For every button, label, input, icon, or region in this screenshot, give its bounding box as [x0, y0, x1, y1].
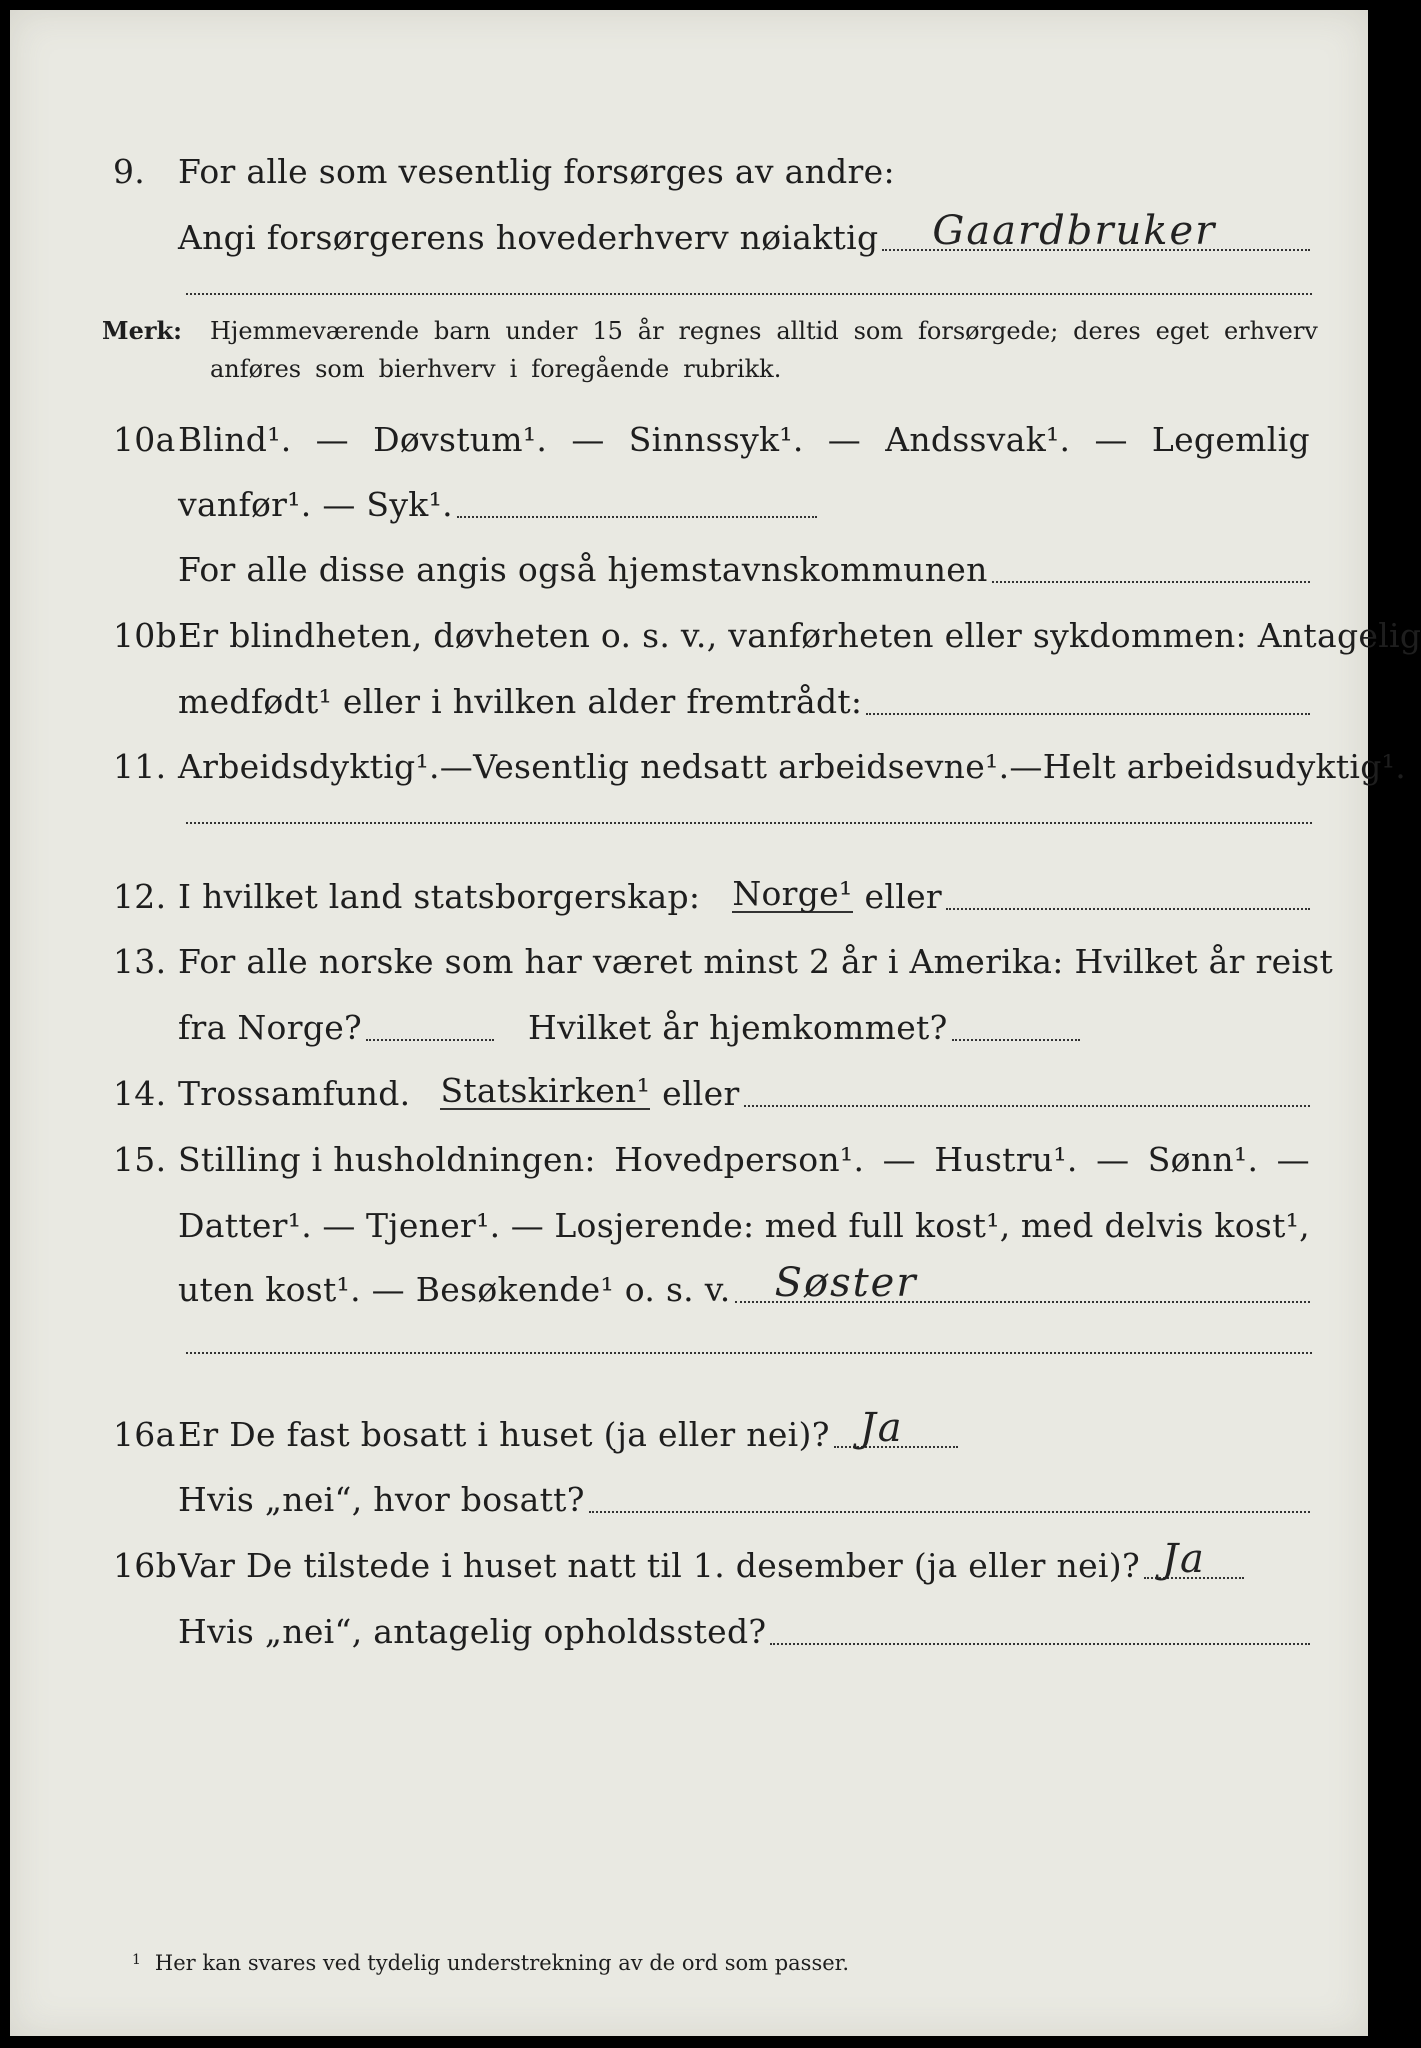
option-text: med delvis kost¹, [1020, 1206, 1310, 1245]
answer-field[interactable] [589, 1511, 1310, 1513]
handwritten-answer: Ja [1161, 1536, 1206, 1582]
answer-field[interactable] [992, 581, 1310, 583]
question-11-line1 [10, 737, 1406, 787]
note-word: Hjemmeværende [210, 317, 420, 345]
note-word: anføres [210, 355, 302, 383]
note-word: eget [1155, 317, 1210, 345]
question-15-line1 [10, 1130, 1368, 1180]
note-word: 15 [592, 317, 623, 345]
note-word: som [315, 355, 365, 383]
note-word: regnes [678, 317, 762, 345]
option-text: — [1276, 1140, 1310, 1179]
note-word: rubrikk. [683, 355, 782, 383]
note-label: Merk: [102, 316, 182, 345]
question-number: 14. [113, 1074, 167, 1113]
note-line-1 [210, 312, 1318, 350]
option-text: Arbeidsdyktig¹. [178, 747, 440, 786]
question-label: fra Norge? [178, 1008, 363, 1047]
question-text: For alle som vesentlig forsørges av andre: [178, 152, 895, 191]
question-12-line1 [10, 867, 1368, 917]
option-text: — [322, 1206, 356, 1245]
option-text: — [439, 747, 474, 786]
note-line-2 [210, 350, 1318, 388]
question-label: Hvis „nei“, hvor bosatt? [178, 1480, 585, 1519]
question-13-line1 [10, 932, 1368, 982]
note-word: som [853, 317, 904, 345]
note-word: under [505, 317, 578, 345]
question-14-line1 [10, 1064, 1368, 1114]
question-options [178, 420, 1310, 459]
option-text: Tjener¹. [365, 1206, 501, 1245]
handwritten-answer: Søster [774, 1260, 918, 1306]
option-text: Sønn¹. [1147, 1140, 1259, 1179]
question-text: For alle norske som har været minst 2 år i Amerika: Hvilket år reist [178, 942, 1334, 981]
option-text: — [571, 420, 605, 459]
question-number: 9. [113, 152, 146, 191]
census-form-page [10, 10, 1421, 2036]
option-text: — [882, 1140, 916, 1179]
option-text: — [1094, 420, 1128, 459]
option-text: Datter¹. [178, 1206, 313, 1245]
option-suffix: eller [662, 1074, 740, 1113]
option-text: Vesentlig nedsatt arbeidsevne¹. [473, 747, 1010, 786]
answer-field[interactable] [735, 1260, 1310, 1306]
question-15-line3 [10, 1260, 1368, 1310]
option-text: Hovedperson¹. [614, 1140, 865, 1179]
question-label: Hvis „nei“, antagelig opholdssted? [178, 1612, 767, 1651]
note-word: erhverv [1223, 317, 1318, 345]
question-number: 12. [113, 877, 167, 916]
answer-field[interactable] [744, 1105, 1310, 1107]
note-word: forsørgede; [918, 317, 1059, 345]
selected-option: Statskirken¹ [440, 1071, 651, 1110]
question-options [178, 1206, 1310, 1245]
option-text: — [510, 1206, 545, 1245]
question-15-line2 [10, 1196, 1368, 1246]
note-word: alltid [776, 317, 839, 345]
question-label: Var De tilstede i huset natt til 1. desember (ja eller nei)? [178, 1546, 1140, 1585]
question-label: uten kost¹. — Besøkende¹ o. s. v. [178, 1270, 731, 1309]
question-number: 11. [113, 747, 167, 786]
option-text: — [1096, 1140, 1130, 1179]
question-9-line1 [10, 142, 1368, 192]
question-label: Angi forsørgerens hovederhverv nøiaktig [178, 218, 879, 257]
question-number: 13. [113, 942, 167, 981]
question-10a-line2 [10, 475, 1368, 525]
selected-option: Norge¹ [732, 874, 853, 913]
answer-field[interactable] [366, 1039, 494, 1041]
footnote [132, 1951, 849, 1975]
question-label: Er De fast bosatt i huset (ja eller nei)? [178, 1415, 830, 1454]
option-text: Losjerende: [554, 1206, 755, 1245]
question-10a-line3 [10, 540, 1368, 590]
question-number: 10b [113, 616, 178, 655]
option-text: Døvstum¹. [373, 420, 548, 459]
question-options [178, 747, 1406, 786]
dotted-answer-line[interactable] [186, 293, 1312, 295]
question-label: For alle disse angis også hjemstavnskommunen [178, 550, 988, 589]
question-number: 16a [113, 1415, 176, 1454]
answer-field[interactable] [834, 1405, 958, 1451]
option-text: Andssvak¹. [885, 420, 1071, 459]
question-label: Trossamfund. [178, 1074, 411, 1113]
answer-field[interactable] [952, 1039, 1080, 1041]
option-text: Sinnssyk¹. [628, 420, 804, 459]
question-16a-line2 [10, 1470, 1368, 1520]
option-text: — [1009, 747, 1043, 786]
option-text: Hustru¹. [934, 1140, 1078, 1179]
answer-field[interactable] [1144, 1536, 1244, 1582]
answer-field[interactable] [882, 208, 1310, 254]
option-suffix: eller [864, 877, 942, 916]
question-label: I hvilket land statsborgerskap: [178, 877, 701, 916]
question-16b-line2 [10, 1602, 1368, 1652]
footnote-text: Her kan svares ved tydelig understrekning av de ord som passer. [154, 1951, 850, 1975]
answer-field[interactable] [457, 516, 817, 518]
question-9-line2 [10, 208, 1368, 258]
question-10a-line1 [10, 410, 1368, 460]
option-text: — [315, 420, 349, 459]
option-text: Blind¹. [178, 420, 292, 459]
handwritten-answer: Gaardbruker [932, 208, 1217, 254]
answer-field[interactable] [866, 713, 1310, 715]
handwritten-answer: Ja [859, 1405, 904, 1451]
question-label: Hvilket år hjemkommet? [528, 1008, 948, 1047]
note-word: barn [434, 317, 491, 345]
question-16b-line1 [10, 1536, 1368, 1586]
note-word: foregående [531, 355, 670, 383]
question-number: 15. [113, 1140, 167, 1179]
question-text: Er blindheten, døvheten o. s. v., vanførheten eller sykdommen: Antagelig [178, 616, 1421, 655]
question-number: 16b [113, 1546, 178, 1585]
note-word: bierhverv [378, 355, 496, 383]
answer-field[interactable] [946, 908, 1310, 910]
footnote-mark: 1 [132, 1952, 141, 1968]
question-number: 10a [113, 420, 176, 459]
note-word: deres [1073, 317, 1141, 345]
option-text: med full kost¹, [764, 1206, 1011, 1245]
question-options: vanfør¹. — Syk¹. [178, 485, 453, 524]
question-10b-line1 [10, 606, 1421, 656]
question-16a-line1 [10, 1405, 1368, 1455]
answer-field[interactable] [770, 1643, 1310, 1645]
note-word: år [637, 317, 664, 345]
question-13-line2 [10, 998, 1368, 1048]
question-options [178, 1140, 1310, 1179]
question-10b-line2 [10, 672, 1368, 722]
dotted-answer-line[interactable] [186, 1352, 1312, 1354]
option-text: — [827, 420, 862, 459]
note-word: i [509, 355, 518, 383]
dotted-answer-line[interactable] [186, 822, 1312, 824]
option-text: Stilling i husholdningen: [178, 1140, 596, 1179]
question-label: medfødt¹ eller i hvilken alder fremtrådt: [178, 682, 863, 721]
option-text: Legemlig [1151, 420, 1310, 459]
option-text: Helt arbeidsudyktig¹. [1042, 747, 1406, 786]
